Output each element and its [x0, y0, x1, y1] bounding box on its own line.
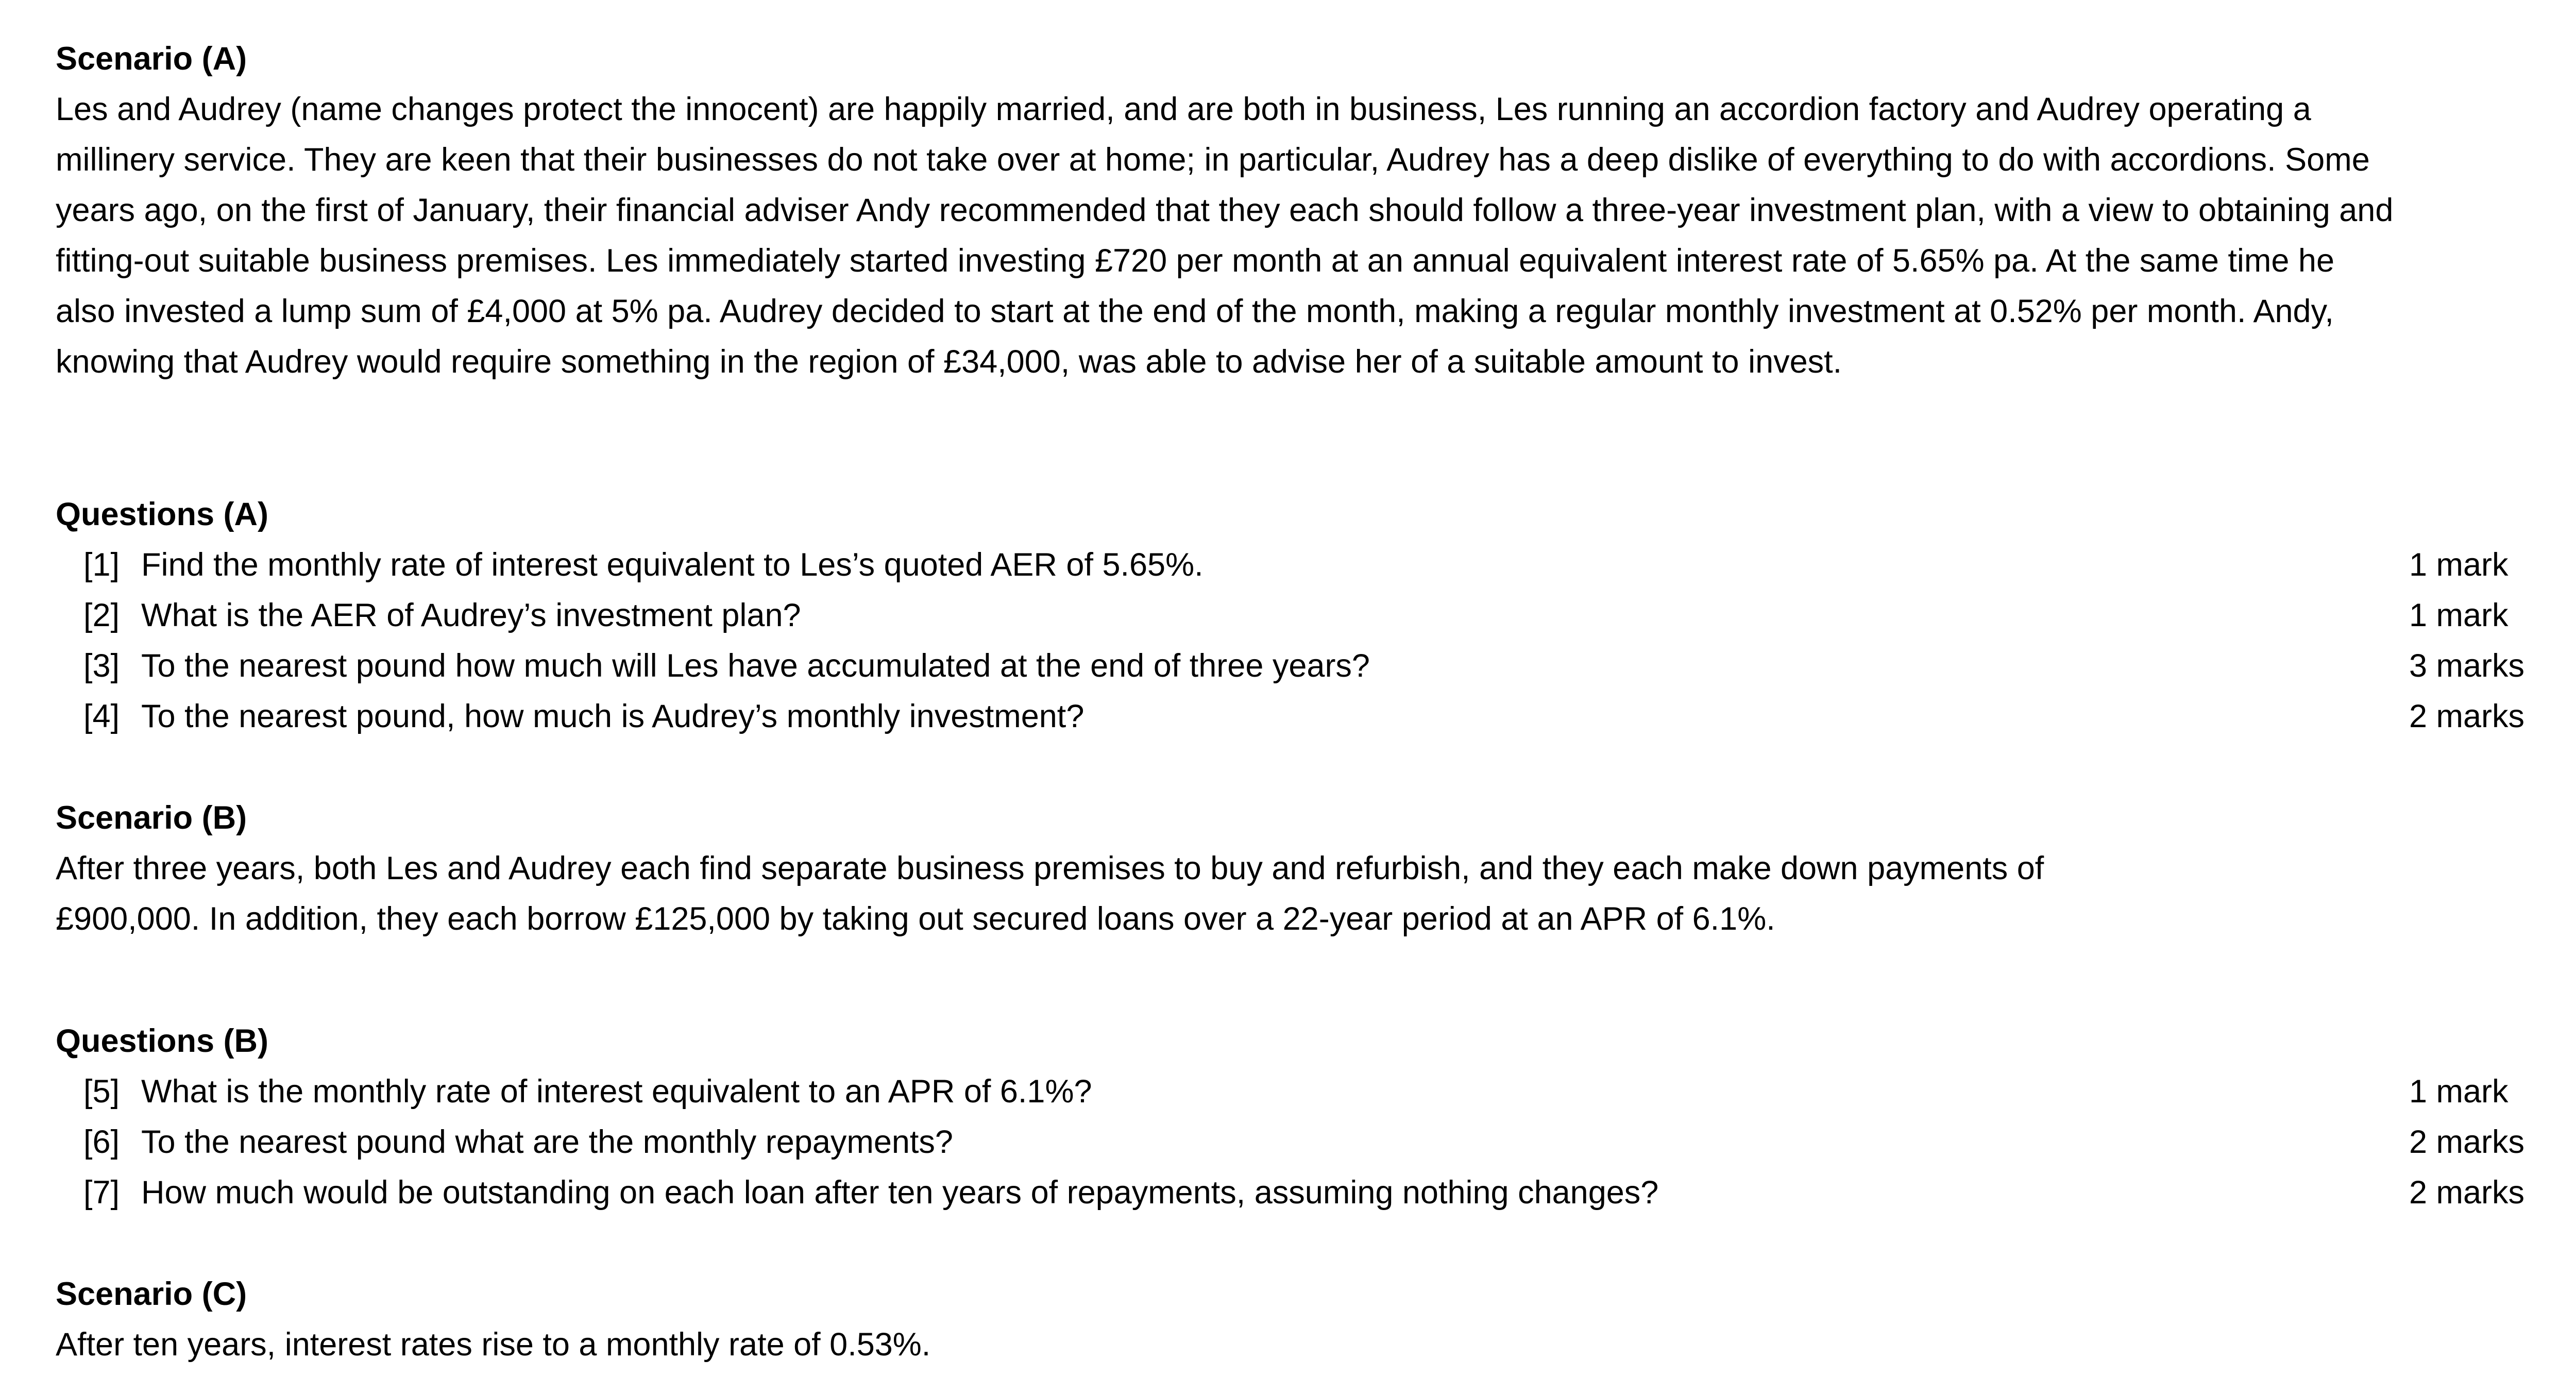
question-text: How much would be outstanding on each loan after ten years of repayments, assuming nothing changes?	[141, 1174, 1659, 1211]
question-number: [7]	[83, 1174, 120, 1211]
scenario-a-line: millinery service. They are keen that their businesses do not take over at home; in particular, Audrey has a deep dislike of everything to do with accordions. Some	[56, 142, 2370, 178]
scenario-c-line: After ten years, interest rates rise to a monthly rate of 0.53%.	[56, 1327, 931, 1363]
scenario-a-line: knowing that Audrey would require something in the region of £34,000, was able to advise her of a suitable amount to invest.	[56, 344, 1842, 380]
question-item	[83, 540, 1204, 591]
scenario-a-line: Les and Audrey (name changes protect the innocent) are happily married, and are both in business, Les running an accordion factory and Audrey operating a	[56, 91, 2311, 127]
question-marks: 1 mark	[2409, 1073, 2509, 1110]
question-marks: 1 mark	[2409, 597, 2509, 633]
scenario-b-heading: Scenario (B)	[56, 800, 247, 836]
question-marks: 3 marks	[2409, 648, 2525, 684]
question-text: Find the monthly rate of interest equivalent to Les’s quoted AER of 5.65%.	[141, 547, 1204, 583]
question-text: To the nearest pound how much will Les have accumulated at the end of three years?	[141, 648, 1370, 684]
question-text: What is the AER of Audrey’s investment plan?	[141, 597, 801, 633]
scenario-a-heading: Scenario (A)	[56, 41, 247, 77]
question-item	[83, 1117, 953, 1168]
question-number: [1]	[83, 547, 120, 583]
scenario-b-line: £900,000. In addition, they each borrow £125,000 by taking out secured loans over a 22-year period at an APR of 6.1%.	[56, 901, 1775, 937]
questions-a-heading: Questions (A)	[56, 496, 269, 532]
question-number: [6]	[83, 1124, 120, 1160]
scenario-a-line: years ago, on the first of January, their financial adviser Andy recommended that they each should follow a three-year investment plan, with a view to obtaining and	[56, 192, 2394, 228]
question-marks: 2 marks	[2409, 1174, 2525, 1211]
question-marks: 2 marks	[2409, 1124, 2525, 1160]
question-marks: 2 marks	[2409, 698, 2525, 734]
scenario-a-line: also invested a lump sum of £4,000 at 5% pa. Audrey decided to start at the end of the month, making a regular monthly investment at 0.52% per month. Andy,	[56, 293, 2334, 329]
question-marks: 1 mark	[2409, 547, 2509, 583]
question-text: What is the monthly rate of interest equivalent to an APR of 6.1%?	[141, 1073, 1092, 1110]
scenario-b-line: After three years, both Les and Audrey each find separate business premises to buy and refurbish, and they each make down payments of	[56, 850, 2044, 886]
questions-b-heading: Questions (B)	[56, 1023, 269, 1059]
question-number: [3]	[83, 648, 120, 684]
question-number: [2]	[83, 597, 120, 633]
question-text: To the nearest pound what are the monthly repayments?	[141, 1124, 953, 1160]
question-item	[83, 590, 801, 641]
scenario-a-line: fitting-out suitable business premises. Les immediately started investing £720 per month at an annual equivalent interest rate of 5.65% pa. At the same time he	[56, 243, 2335, 279]
question-item	[83, 1066, 1092, 1117]
question-item	[83, 691, 1084, 742]
question-number: [4]	[83, 698, 120, 734]
question-item	[83, 641, 1370, 692]
question-text: To the nearest pound, how much is Audrey’s monthly investment?	[141, 698, 1084, 734]
question-number: [5]	[83, 1073, 120, 1110]
scenario-c-heading: Scenario (C)	[56, 1276, 247, 1312]
question-item	[83, 1167, 1658, 1218]
